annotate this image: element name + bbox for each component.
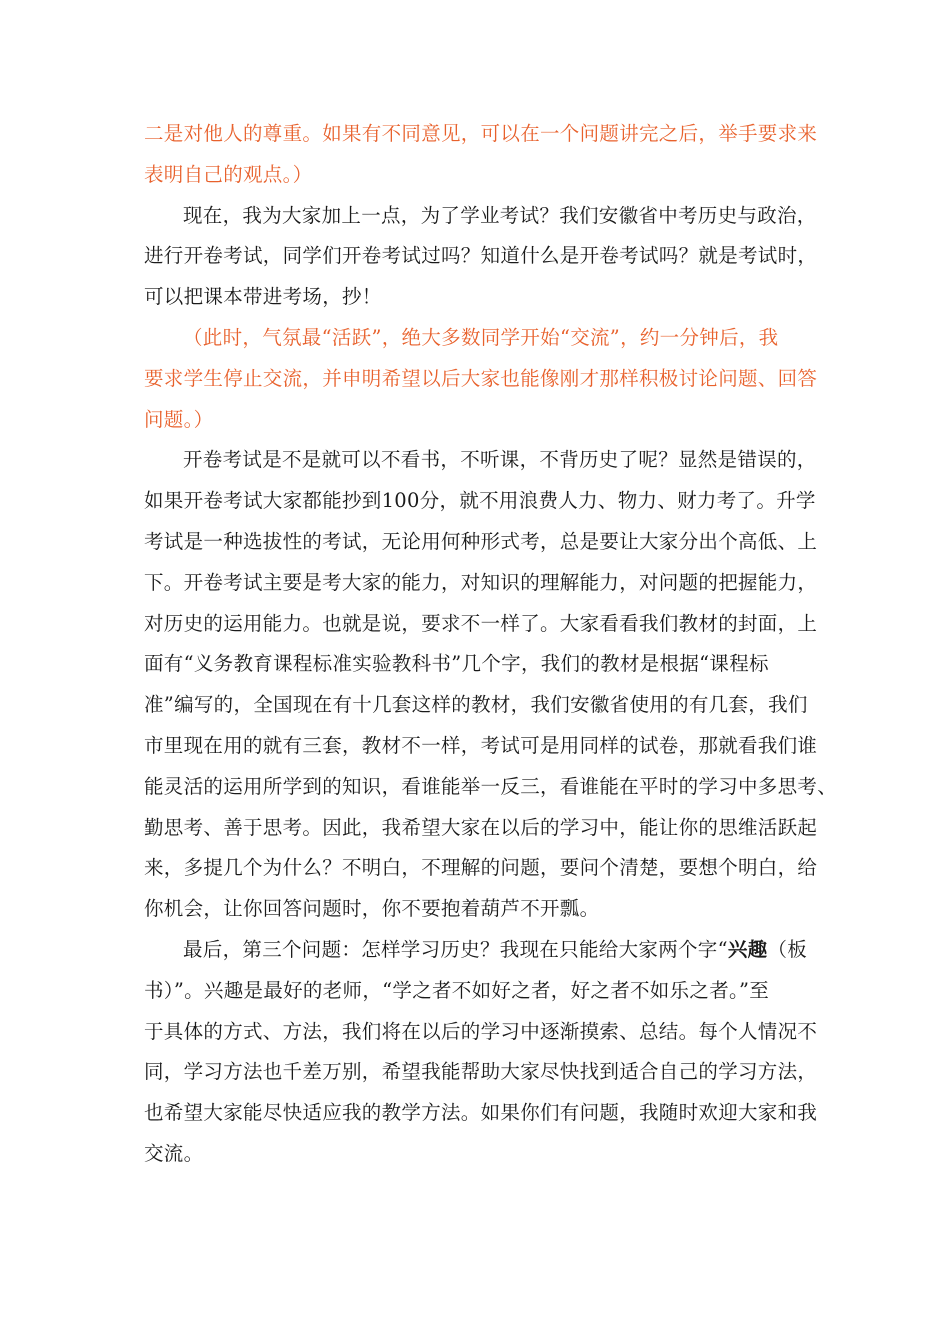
text-line: 要求学生停止交流，并申明希望以后大家也能像刚才那样积极讨论问题、回答 (144, 366, 818, 390)
text-line: 二是对他人的尊重。如果有不同意见，可以在一个问题讲完之后，举手要求来 (144, 122, 818, 145)
text-segment: （板 (767, 937, 808, 961)
text-line: 下。开卷考试主要是考大家的能力，对知识的理解能力，对问题的把握能力， (144, 570, 818, 594)
text-line: 可以把课本带进考场，抄！ (144, 285, 382, 309)
paragraph-how-to-learn-history (144, 930, 818, 1175)
text-line: 如果开卷考试大家都能抄到100分，就不用浪费人力、物力、财力考了。升学 (144, 489, 816, 513)
text-line: （此时，气氛最“活跃”，绝大多数同学开始“交流”，约一分钟后，我 (183, 325, 779, 349)
text-line: 来，多提几个为什么？不明白，不理解的问题，要问个清楚，要想个明白，给 (144, 856, 818, 880)
emphasis-interest: 兴趣 (727, 937, 768, 961)
paragraph-note-discussion (144, 318, 818, 440)
text-line: 你机会，让你回答问题时，你不要抱着葫芦不开瓢。 (144, 897, 600, 921)
text-line: 开卷考试是不是就可以不看书，不听课，不背历史了呢？显然是错误的， (183, 448, 817, 472)
text-line: 也希望大家能尽快适应我的教学方法。如果你们有问题，我随时欢迎大家和我 (144, 1101, 818, 1125)
document-page (144, 114, 838, 1175)
text-line: 考试是一种选拔性的考试，无论用何种形式考，总是要让大家分出个高低、上 (144, 529, 818, 553)
text-line: 准”编写的，全国现在有十几套这样的教材，我们安徽省使用的有几套，我们 (144, 693, 808, 717)
paragraph-note-respect (144, 114, 818, 196)
text-line: 面有“义务教育课程标准实验教科书”几个字，我们的教材是根据“课程标 (144, 652, 769, 676)
text-line: 表明自己的观点。） (144, 162, 313, 186)
text-line: 交流。 (144, 1141, 204, 1165)
text-line: 对历史的运用能力。也就是说，要求不一样了。大家看看我们教材的封面，上 (144, 611, 818, 635)
text-segment: 最后，第三个问题：怎样学习历史？我现在只能给大家两个字“ (183, 937, 728, 961)
text-line: 于具体的方式、方法，我们将在以后的学习中逐渐摸索、总结。每个人情况不 (144, 1019, 818, 1043)
text-line (144, 930, 808, 971)
text-line: 同，学习方法也千差万别，希望我能帮助大家尽快找到适合自己的学习方法， (144, 1060, 818, 1084)
text-line: 问题。） (144, 407, 214, 431)
text-line: 勤思考、善于思考。因此，我希望大家在以后的学习中，能让你的思维活跃起 (144, 815, 818, 839)
paragraph-open-book-exam-intro (144, 196, 818, 318)
text-line: 现在，我为大家加上一点，为了学业考试？我们安徽省中考历史与政治， (183, 203, 817, 227)
text-line: 能灵活的运用所学到的知识，看谁能举一反三，看谁能在平时的学习中多思考、 (144, 774, 838, 798)
text-line: 进行开卷考试，同学们开卷考试过吗？知道什么是开卷考试吗？就是考试时， (144, 244, 818, 268)
text-line: 书）”。兴趣是最好的老师，“学之者不如好之者，好之者不如乐之者。”至 (144, 978, 770, 1002)
paragraph-open-book-exam-explanation (144, 440, 838, 930)
text-line: 市里现在用的就有三套，教材不一样，考试可是用同样的试卷，那就看我们谁 (144, 733, 818, 757)
